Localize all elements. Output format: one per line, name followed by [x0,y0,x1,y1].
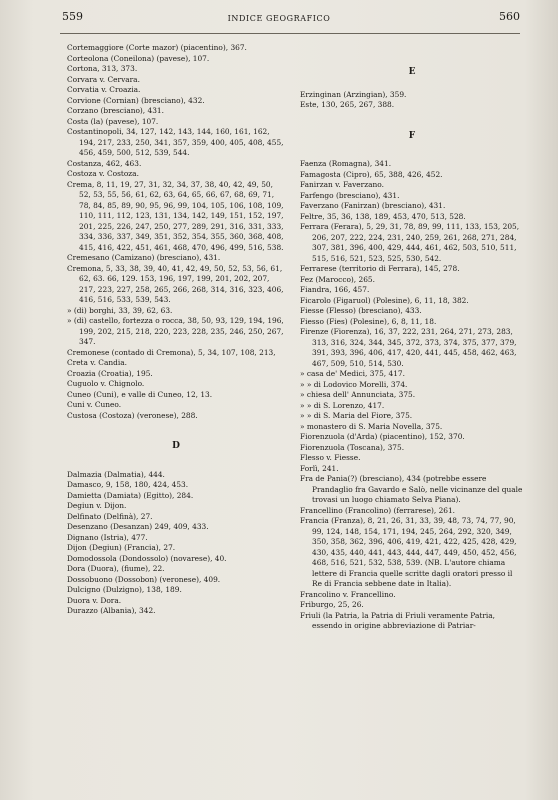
index-entry: Cortemaggiore (Corte mazor) (piacentino), 367. [67,43,247,52]
index-entry: Fez (Marocco), 265. [300,274,375,284]
index-entry: Creta v. Candia. [67,358,127,367]
index-entry: Farfengo (bresciano), 431. [300,190,400,200]
section-letter: D [172,441,180,451]
index-entry: Friburgo, 25, 26. [300,600,364,609]
index-entry: Custosa (Costoza) (veronese), 288. [67,410,198,420]
index-entry: Cortona, 313, 373. [67,64,138,73]
index-entry: Costantinopoli, 34, 127, 142, 143, 144, 160, 161, 162, 194, 217, 233, 250, 341, 357, 359, 400, 405, 408, 455, 456, 459, 500, 512, 539, 544. [67,127,284,157]
index-entry: Dora (Duora), (fiume), 22. [67,564,165,573]
index-entry: Fiorenzuola (Toscana), 375. [300,442,405,452]
index-entry: Firenze (Fiorenza), 16, 37, 222, 231, 264, 271, 273, 283, 313, 316, 324, 344, 345, 372, 373, 374, 375, 377, 379, 391, 393, 396, 406, 417, 420, 441, 445, 458, 462, 463, 467, 509, 510, 514, 530. [300,327,517,368]
index-entry: Faverzano (Fanirzan) (bresciano), 431. [300,201,446,210]
index-entry: Dijon (Degiun) (Francia), 27. [67,543,176,552]
index-entry: Costa (la) (pavese), 107. [67,116,159,126]
index-entry: Domodossola (Dondossolo) (novarese), 40. [67,553,227,563]
index-entry: Este, 130, 265, 267, 388. [300,100,395,109]
index-entry: Fra de Pania(?) (bresciano), 434 (potrebbe essere Prandaglio fra Gavardo e Salò, nelle vicinanze del quale trovasi un luogo chiamato Selva Piana). [300,474,523,504]
page-number-right: 560 [499,10,520,23]
index-entry: Cuni v. Cuneo. [67,400,122,409]
index-entry: Forlì, 241. [300,463,339,473]
section-letter: F [408,130,416,141]
section-letter: E [408,67,416,77]
index-entry: Friuli (la Patria, la Patria di Friuli veramente Patria, essendo in origine abbreviazione di Patriar- [300,610,495,630]
left-index-column [67,43,285,617]
index-entry: Flesso v. Fiesse. [300,453,361,462]
index-entry: Durazzo (Albania), 342. [67,606,156,615]
index-entry: Corvara v. Cervara. [67,74,140,84]
index-entry: » (di) castello, fortezza o rocca, 38, 50, 93, 129, 194, 196, 199, 202, 215, 218, 220, 223, 228, 235, 246, 250, 267, 347. [67,316,284,346]
index-entry: » » di Lodovico Morelli, 374. [300,379,408,389]
index-entry: Corzano (bresciano), 431. [67,106,164,115]
running-title: INDICE GEOGRAFICO [227,14,331,23]
index-entry: Faenza (Romagna), 341. [300,159,392,168]
index-entry: Fiorenzuola (d'Arda) (piacentino), 152, 370. [300,432,465,441]
index-entry: Croazia (Croatia), 195. [67,368,153,378]
index-entry: » monastero di S. Maria Novella, 375. [300,421,443,431]
index-entry: Damietta (Damiata) (Egitto), 284. [67,490,194,500]
index-entry: Erzinginan (Arzingian), 359. [300,89,407,99]
index-entry: Costoza v. Costoza. [67,169,139,178]
index-entry: Corteolona (Coneilona) (pavese), 107. [67,53,210,63]
index-entry: Fiandra, 166, 457. [300,285,370,294]
index-entry: Ficarolo (Figaruol) (Polesine), 6, 11, 18, 382. [300,295,469,305]
index-entry: Cremonese (contado di Cremona), 5, 34, 107, 108, 213, [67,347,276,357]
index-entry: Francolino v. Francellino. [300,589,396,599]
index-entry: Dulcigno (Dulzigno), 138, 189. [67,585,182,594]
index-entry: Duora v. Dora. [67,595,122,605]
index-entry: Desenzano (Desanzan) 249, 409, 433. [67,522,209,531]
index-entry: Francia (Franza), 8, 21, 26, 31, 33, 39, 48, 73, 74, 77, 90, 99, 124, 148, 154, 171, 194, 245, 264, 292, 320, 349, 350, 358, 362, 396, 406, 419, 421, 422, 425, 428, 429, 430, 435, 440, 441, 443, 444, 447, 449, 450, 452, 456, 468, 516, 521, 532, 538, 539. (NB. L'autore chiama lettere di Francia quelle scritte dagli oratori presso il Re di Francia sebbene date in Italia). [300,516,517,588]
index-entry: Cremesano (Camizano) (bresciano), 431. [67,253,221,262]
right-index-column [300,43,524,632]
index-entry: Cuguolo v. Chignolo. [67,379,145,388]
index-entry: Costanza, 462, 463. [67,158,142,168]
index-entry: Fiesse (Flesso) (bresciano), 433. [300,306,422,315]
index-entry: Ferrara (Ferara), 5, 29, 31, 78, 89, 99, 111, 133, 153, 205, 206, 207, 222, 224, 231, 240, 259, 261, 268, 271, 284, 307, 381, 396, 400, 429, 444, 461, 462, 503, 510, 511, 515, 516, 521, 523, 525, 530, 542. [300,222,520,263]
index-entry: » casa de' Medici, 375, 417. [300,369,405,378]
index-entry: Cremona, 5, 33, 38, 39, 40, 41, 42, 49, 50, 52, 53, 56, 61, 62, 63. 66, 129. 153, 196, 197, 199, 201, 202, 207, 217, 223, 227, 258, 265, 266, 268, 314, 316, 323, 406, 416, 516, 533, 539, 543. [67,263,284,304]
index-entry: Corvione (Cornian) (bresciano), 432. [67,95,205,105]
index-entry: » (di) borghi, 33, 39, 62, 63. [67,305,173,315]
index-entry: Dossobuono (Dossobon) (veronese), 409. [67,574,221,584]
index-entry: Crema, 8, 11, 19, 27, 31, 32, 34, 37, 38, 40, 42, 49, 50, 52, 53, 55, 56, 61, 62, 63, 64, 65, 66, 67, 68, 69, 71, 78, 84, 85, 89, 90, 95, 96, 99, 104, 105, 106, 108, 109, 110, 111, 112, 123, 131, 134, 142, 149, 151, 152, 197, 201, 225, 226, 247, 250, 277, 289, 291, 316, 331, 333, 334, 336, 337, 349, 351, 352, 354, 355, 360, 368, 408, 415, 416, 422, 451, 461, 468, 470, 496, 499, 516, 538. [67,179,284,252]
index-entry: Fiesso (Fies) (Polesine), 6, 8, 11, 18. [300,316,437,326]
header-rule [60,33,520,34]
index-entry: » chiesa dell' Annunciata, 375. [300,390,416,399]
index-entry: Fanirzan v. Faverzano. [300,180,384,189]
index-entry: Francellino (Francolino) (ferrarese), 261. [300,505,456,515]
index-entry: Delfinato (Delfinà), 27. [67,511,153,521]
index-entry: Famagosta (Cipro), 65, 388, 426, 452. [300,169,443,179]
index-entry: » » di S. Lorenzo, 417. [300,400,385,410]
index-entry: Dalmazia (Dalmatia), 444. [67,469,165,479]
index-entry: Damasco, 9, 158, 180, 424, 453. [67,480,189,489]
index-entry: Degiun v. Dijon. [67,501,127,510]
index-entry: Feltre, 35, 36, 138, 189, 453, 470, 513, 528. [300,211,466,221]
index-entry: Corvatia v. Croazia. [67,85,141,94]
index-entry: Dignano (Istria), 477. [67,532,148,542]
index-entry: Ferrarese (territorio di Ferrara), 145, 278. [300,264,460,273]
page-number-left: 559 [62,10,83,23]
index-entry: Cuneo (Cuni), e valle di Cuneo, 12, 13. [67,389,213,399]
index-entry: » » di S. Maria del Fiore, 375. [300,411,413,420]
